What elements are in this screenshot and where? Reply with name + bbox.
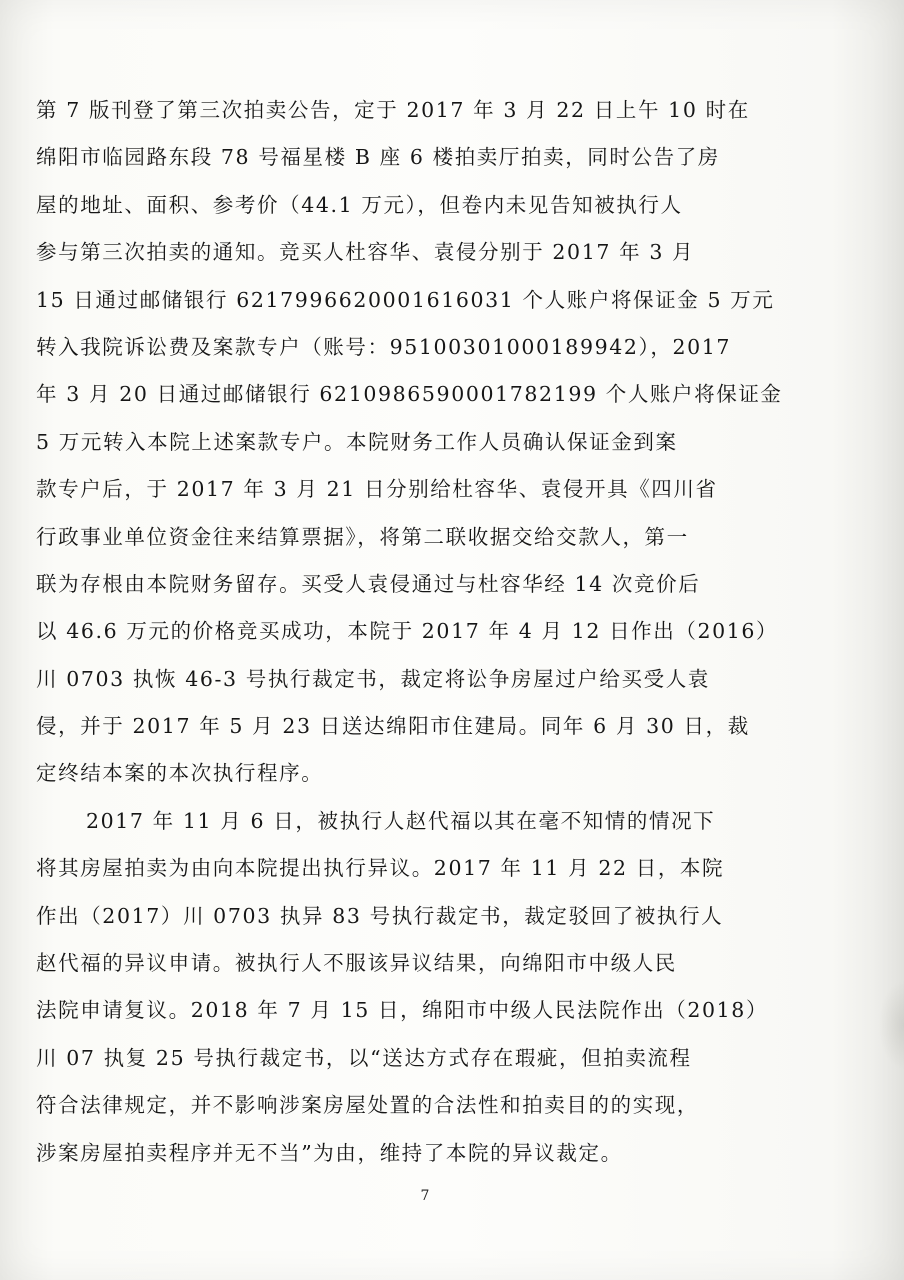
text-line: 赵代福的异议申请。被执行人不服该异议结果，向绵阳市中级人民	[36, 951, 677, 976]
text-line: 作出（2017）川 0703 执异 83 号执行裁定书，裁定驳回了被执行人	[36, 903, 724, 928]
text-line: 将其房屋拍卖为由向本院提出执行异议。2017 年 11 月 22 日，本院	[36, 856, 725, 881]
body-text	[36, 87, 806, 1177]
text-line: 第 7 版刊登了第三次拍卖公告，定于 2017 年 3 月 22 日上午 10 时在	[36, 98, 750, 122]
text-line: 川 07 执复 25 号执行裁定书，以“送达方式存在瑕疵，但拍卖流程	[36, 1045, 692, 1070]
text-line: 参与第三次拍卖的通知。竞买人杜容华、袁侵分别于 2017 年 3 月	[36, 240, 695, 265]
text-line: 法院申请复议。2018 年 7 月 15 日，绵阳市中级人民法院作出（2018）	[36, 998, 769, 1023]
paper-edge-shadow	[878, 980, 904, 1070]
page-number: 7	[420, 1188, 430, 1204]
text-line: 侵，并于 2017 年 5 月 23 日送达绵阳市住建局。同年 6 月 30 日，裁	[36, 714, 750, 739]
text-line: 联为存根由本院财务留存。买受人袁侵通过与杜容华经 14 次竞价后	[36, 571, 701, 596]
text-line: 涉案房屋拍卖程序并无不当”为由，维持了本院的异议裁定。	[36, 1140, 623, 1165]
text-line: 定终结本案的本次执行程序。	[36, 761, 324, 786]
text-line: 绵阳市临园路东段 78 号福星楼 B 座 6 楼拍卖厅拍卖，同时公告了房	[36, 145, 720, 170]
text-line: 年 3 月 20 日通过邮储银行 6210986590001782199 个人账户将保证金	[36, 382, 783, 407]
text-line: 川 0703 执恢 46-3 号执行裁定书，裁定将讼争房屋过户给买受人袁	[36, 666, 710, 691]
text-line: 款专户后，于 2017 年 3 月 21 日分别给杜容华、袁侵开具《四川省	[36, 477, 718, 502]
paragraph-start-line: 2017 年 11 月 6 日，被执行人赵代福以其在毫不知情的情况下	[86, 808, 716, 833]
text-line: 转入我院诉讼费及案款专户（账号：95100301000189942），2017	[36, 334, 732, 359]
text-line: 15 日通过邮储银行 6217996620001616031 个人账户将保证金 5 万元	[36, 287, 775, 312]
text-line: 5 万元转入本院上述案款专户。本院财务工作人员确认保证金到案	[36, 429, 678, 454]
text-line: 屋的地址、面积、参考价（44.1 万元），但卷内未见告知被执行人	[36, 192, 683, 217]
text-line: 符合法律规定，并不影响涉案房屋处置的合法性和拍卖目的的实现，	[36, 1093, 699, 1118]
text-line: 以 46.6 万元的价格竞买成功，本院于 2017 年 4 月 12 日作出（2016）	[36, 619, 779, 644]
text-line: 行政事业单位资金往来结算票据》，将第二联收据交给交款人，第一	[36, 524, 689, 549]
